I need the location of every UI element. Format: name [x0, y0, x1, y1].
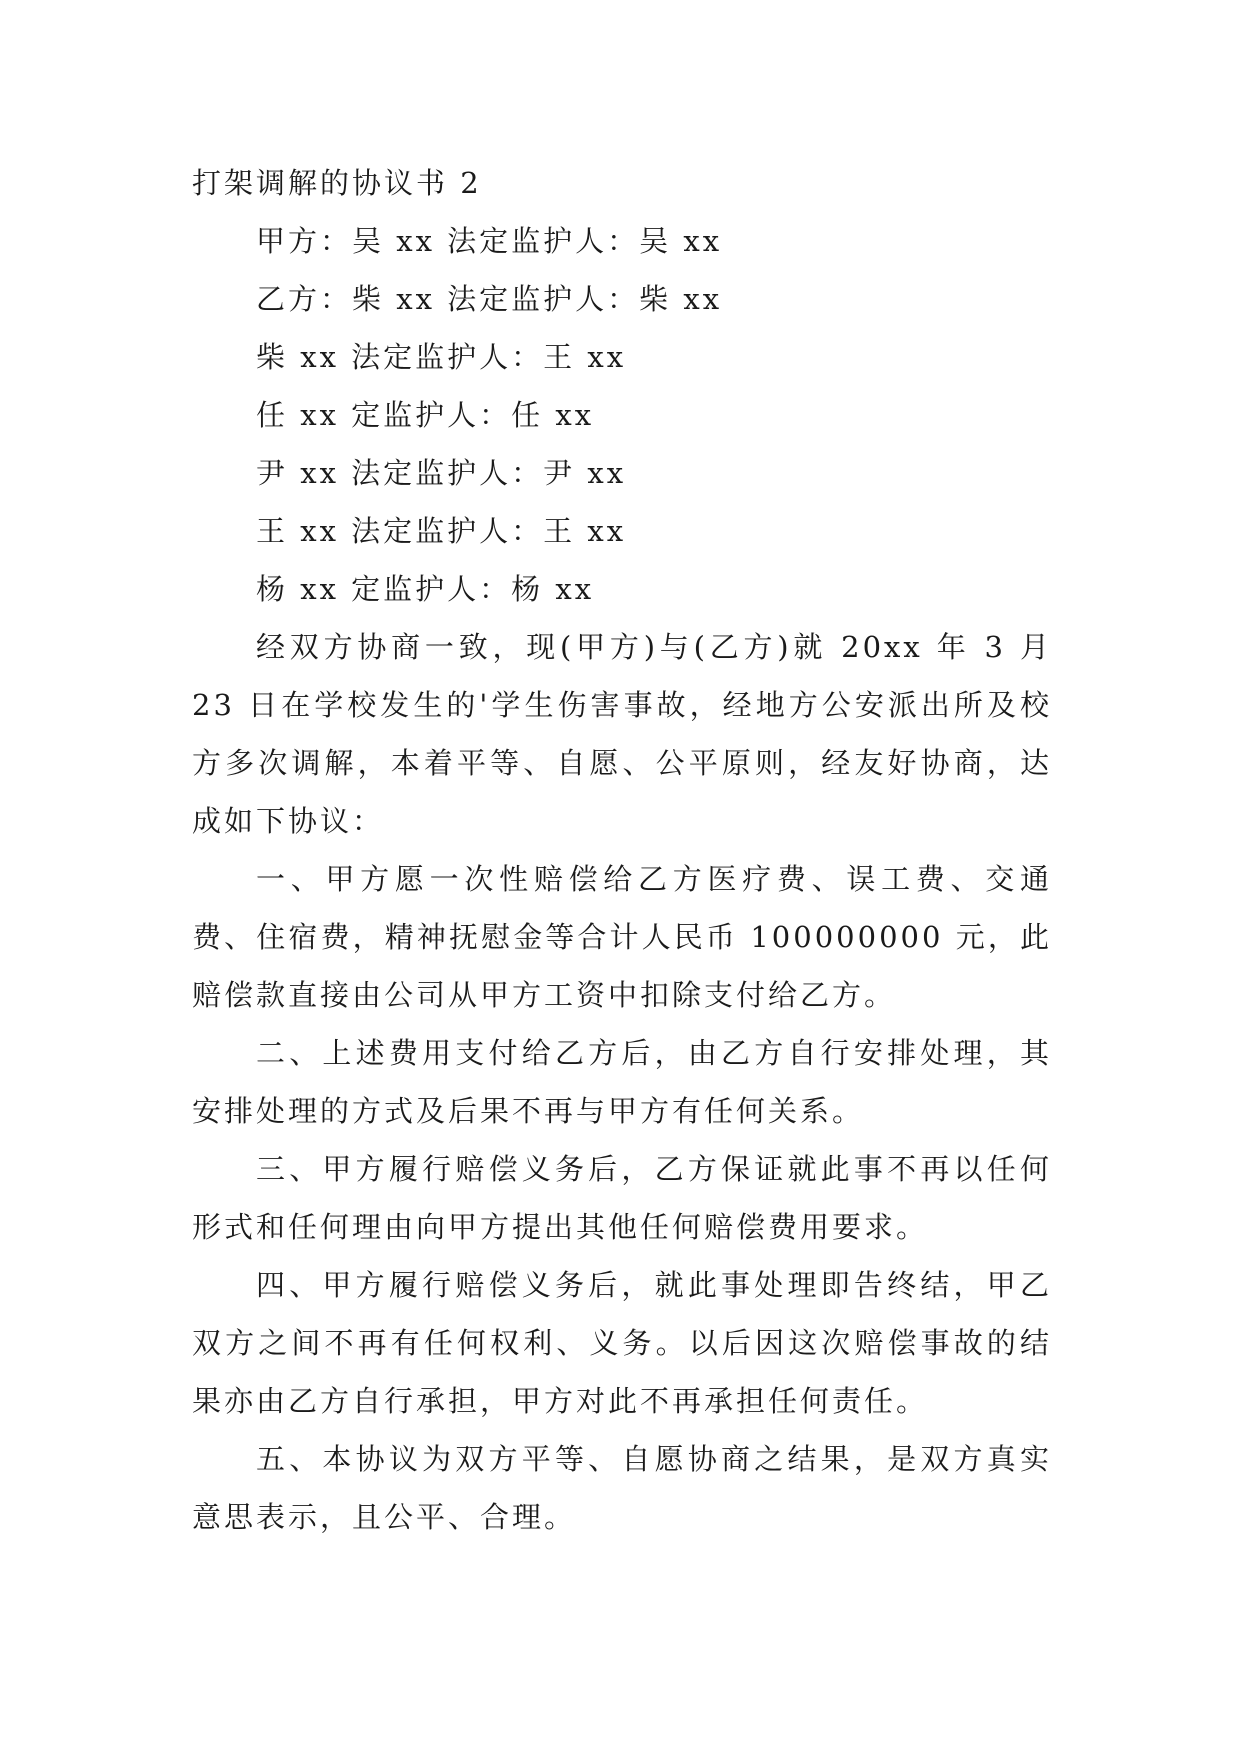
clause-3-paragraph: 三、甲方履行赔偿义务后，乙方保证就此事不再以任何形式和任何理由向甲方提出其他任何赔偿费用要求。: [192, 1152, 1052, 1244]
clause-4-paragraph: 四、甲方履行赔偿义务后，就此事处理即告终结，甲乙双方之间不再有任何权利、义务。以后因这次赔偿事故的结果亦由乙方自行承担，甲方对此不再承担任何责任。: [192, 1268, 1052, 1418]
clause-5-paragraph: 五、本协议为双方平等、自愿协商之结果，是双方真实意思表示，且公平、合理。: [192, 1442, 1052, 1534]
clause-1-paragraph: 一、甲方愿一次性赔偿给乙方医疗费、误工费、交通费、住宿费，精神抚慰金等合计人民币 100000000 元，此赔偿款直接由公司从甲方工资中扣除支付给乙方。: [192, 862, 1052, 1012]
party-line-chai: 柴 xx 法定监护人：王 xx: [256, 340, 627, 374]
party-line-ren: 任 xx 定监护人：任 xx: [256, 398, 595, 432]
party-line-yi: 乙方：柴 xx 法定监护人：柴 xx: [256, 282, 723, 316]
document-title: 打架调解的协议书 2: [192, 166, 482, 200]
party-line-jia: 甲方：吴 xx 法定监护人：吴 xx: [256, 224, 723, 258]
party-line-yang: 杨 xx 定监护人：杨 xx: [256, 572, 595, 606]
party-line-wang: 王 xx 法定监护人：王 xx: [256, 514, 627, 548]
intro-paragraph: 经双方协商一致，现(甲方)与(乙方)就 20xx 年 3 月 23 日在学校发生的'学生伤害事故，经地方公安派出所及校方多次调解，本着平等、自愿、公平原则，经友好协商，达成如下协议：: [192, 630, 1052, 838]
document-body: [192, 154, 1052, 1546]
clause-2-paragraph: 二、上述费用支付给乙方后，由乙方自行安排处理，其安排处理的方式及后果不再与甲方有任何关系。: [192, 1036, 1052, 1128]
party-line-yin: 尹 xx 法定监护人：尹 xx: [256, 456, 627, 490]
